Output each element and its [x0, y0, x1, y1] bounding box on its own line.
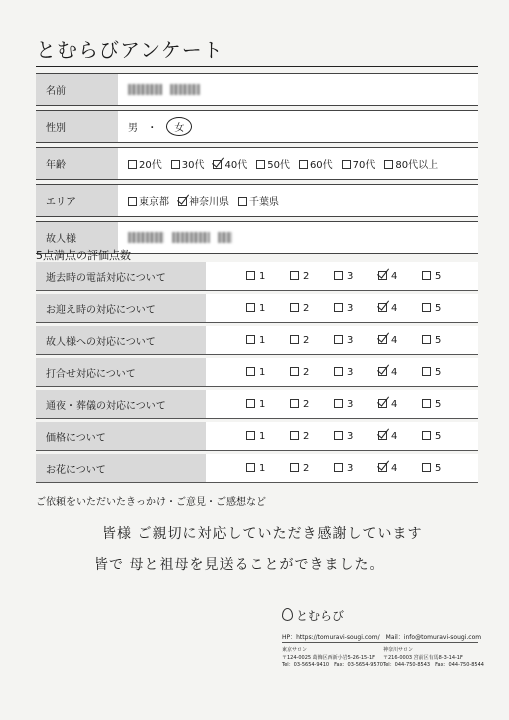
- rating-label: 逝去時の電話対応について: [36, 262, 206, 291]
- score-option[interactable]: [422, 303, 466, 314]
- score-option[interactable]: [334, 431, 378, 442]
- checkbox-icon[interactable]: [422, 367, 431, 376]
- checkbox-icon[interactable]: [299, 160, 308, 169]
- score-option[interactable]: [422, 335, 466, 346]
- score-label: 3: [347, 366, 354, 378]
- option-label: 60代: [309, 160, 333, 171]
- respondent-form: [36, 73, 478, 254]
- option-label: 80代以上: [395, 160, 439, 171]
- score-option[interactable]: [378, 463, 422, 474]
- score-label: 2: [303, 334, 310, 346]
- score-label: 5: [435, 302, 442, 314]
- checkbox-icon[interactable]: [290, 463, 299, 472]
- score-option[interactable]: [246, 367, 290, 378]
- checked-box-icon[interactable]: [178, 197, 187, 206]
- checked-box-icon[interactable]: [378, 463, 387, 472]
- checked-box-icon[interactable]: [378, 399, 387, 408]
- contact-info: HP：https://tomuravi-sougi.com/ Mail：info@tomuravi-sougi.com: [282, 634, 482, 641]
- score-label: 4: [391, 430, 398, 442]
- score-option[interactable]: [334, 271, 378, 282]
- score-option[interactable]: [290, 463, 334, 474]
- score-label: 3: [347, 398, 354, 410]
- score-label: 4: [391, 270, 398, 282]
- score-option[interactable]: [246, 463, 290, 474]
- score-option[interactable]: [422, 367, 466, 378]
- option-label: 50代: [267, 160, 290, 171]
- area-row: [36, 185, 478, 217]
- rating-label: お迎え時の対応について: [36, 294, 206, 323]
- branch-kanagawa: [383, 647, 484, 670]
- checkbox-icon[interactable]: [238, 197, 247, 206]
- rating-scale: [206, 422, 478, 451]
- checkbox-icon[interactable]: [246, 399, 255, 408]
- rating-label: お花について: [36, 454, 206, 483]
- checked-box-icon[interactable]: [378, 303, 387, 312]
- checked-box-icon[interactable]: [378, 335, 387, 344]
- checkbox-icon[interactable]: [334, 303, 343, 312]
- score-label: 1: [259, 334, 266, 346]
- score-option[interactable]: [334, 399, 378, 410]
- score-label: 5: [435, 270, 442, 282]
- score-label: 1: [259, 398, 266, 410]
- checkbox-icon[interactable]: [290, 399, 299, 408]
- rating-scale: [206, 358, 478, 387]
- score-label: 3: [347, 334, 354, 346]
- branch-kanagawa-name: 神奈川サロン: [383, 647, 414, 653]
- score-option[interactable]: [246, 399, 290, 410]
- name-value-redacted: [118, 74, 478, 106]
- branch-tokyo-address: 〒124-0025 葛飾区西新小岩5-26-15-1F: [282, 654, 376, 661]
- score-label: 5: [435, 334, 442, 346]
- brand-name: とむらび: [296, 609, 345, 623]
- score-option[interactable]: [290, 335, 334, 346]
- score-label: 1: [259, 462, 266, 474]
- score-option[interactable]: [290, 303, 334, 314]
- checked-box-icon[interactable]: [378, 367, 387, 376]
- gender-female-circled[interactable]: 女: [166, 117, 192, 136]
- score-option[interactable]: [246, 303, 290, 314]
- option-label: 30代: [181, 160, 205, 171]
- checkbox-icon[interactable]: [422, 399, 431, 408]
- score-label: 5: [435, 366, 442, 378]
- title-divider: [36, 66, 478, 67]
- checkbox-icon[interactable]: [128, 160, 137, 169]
- area-label: エリア: [36, 185, 118, 217]
- rating-row: [36, 422, 478, 451]
- checkbox-icon[interactable]: [171, 160, 180, 169]
- option-label: 東京都: [139, 197, 169, 208]
- checkbox-icon[interactable]: [334, 399, 343, 408]
- score-label: 4: [391, 366, 398, 378]
- checkbox-icon[interactable]: [422, 271, 431, 280]
- score-option[interactable]: [246, 431, 290, 442]
- leaf-icon: [282, 608, 293, 621]
- option-label: 70代: [352, 160, 376, 171]
- score-option[interactable]: [422, 399, 466, 410]
- age-option[interactable]: [213, 156, 247, 171]
- rating-label: 価格について: [36, 422, 206, 451]
- checkbox-icon[interactable]: [246, 335, 255, 344]
- score-label: 4: [391, 302, 398, 314]
- score-label: 4: [391, 398, 398, 410]
- score-label: 2: [303, 270, 310, 282]
- branch-tokyo-phone: Tel：03-5654-9410 Fax：03-5654-9570: [282, 662, 383, 668]
- checkbox-icon[interactable]: [334, 271, 343, 280]
- score-label: 4: [391, 334, 398, 346]
- age-label: 年齢: [36, 148, 118, 180]
- checkbox-icon[interactable]: [246, 431, 255, 440]
- checkbox-icon[interactable]: [422, 431, 431, 440]
- checkbox-icon[interactable]: [422, 303, 431, 312]
- option-label: 神奈川県: [189, 197, 229, 208]
- score-label: 2: [303, 302, 310, 314]
- score-label: 5: [435, 430, 442, 442]
- score-label: 3: [347, 270, 354, 282]
- score-option[interactable]: [334, 463, 378, 474]
- rating-label: 通夜・葬儀の対応について: [36, 390, 206, 419]
- checked-box-icon[interactable]: [213, 160, 222, 169]
- rating-scale: [206, 262, 478, 291]
- rating-row: [36, 326, 478, 355]
- age-option[interactable]: [299, 156, 333, 171]
- rating-row: [36, 454, 478, 483]
- score-label: 5: [435, 398, 442, 410]
- score-option[interactable]: [290, 399, 334, 410]
- redaction-mark: [218, 232, 232, 243]
- footer-divider: [282, 642, 478, 643]
- name-label: 名前: [36, 74, 118, 106]
- rating-label: 故人様への対応について: [36, 326, 206, 355]
- score-option[interactable]: [378, 367, 422, 378]
- score-option[interactable]: [290, 431, 334, 442]
- rating-row: [36, 358, 478, 387]
- age-option[interactable]: [256, 156, 290, 171]
- checkbox-icon[interactable]: [422, 335, 431, 344]
- rating-scale: [206, 294, 478, 323]
- score-option[interactable]: [378, 399, 422, 410]
- checkbox-icon[interactable]: [422, 463, 431, 472]
- area-option[interactable]: [128, 193, 169, 208]
- score-option[interactable]: [334, 367, 378, 378]
- checkbox-icon[interactable]: [290, 367, 299, 376]
- score-label: 4: [391, 462, 398, 474]
- score-label: 2: [303, 366, 310, 378]
- gender-row: [36, 111, 478, 143]
- checkbox-icon[interactable]: [290, 271, 299, 280]
- branch-kanagawa-phone: Tel：044-750-8543 Fax：044-750-8544: [383, 662, 484, 668]
- branch-tokyo-name: 東京サロン: [282, 647, 308, 653]
- branch-tokyo: [282, 647, 383, 670]
- ratings-title: 5点満点の評価点数: [36, 249, 131, 262]
- score-label: 2: [303, 430, 310, 442]
- score-label: 1: [259, 270, 266, 282]
- score-option[interactable]: [378, 271, 422, 282]
- option-label: 千葉県: [249, 197, 279, 208]
- gender-male[interactable]: 男: [128, 123, 138, 134]
- score-option[interactable]: [422, 463, 466, 474]
- score-option[interactable]: [334, 303, 378, 314]
- score-label: 3: [347, 462, 354, 474]
- score-option[interactable]: [378, 431, 422, 442]
- rating-row: [36, 262, 478, 291]
- area-option[interactable]: [178, 193, 229, 208]
- score-option[interactable]: [378, 303, 422, 314]
- age-row: [36, 148, 478, 180]
- rating-scale: [206, 390, 478, 419]
- redaction-mark: [172, 232, 210, 243]
- comment-line-1: 皆様 ご親切に対応していただき感謝しています: [102, 526, 423, 542]
- ratings-table: [36, 262, 478, 483]
- checked-box-icon[interactable]: [378, 271, 387, 280]
- score-label: 2: [303, 398, 310, 410]
- deceased-label: 故人様: [36, 222, 118, 254]
- age-option[interactable]: [384, 156, 438, 171]
- option-label: 40代: [224, 160, 248, 171]
- redaction-mark: [128, 84, 162, 95]
- checkbox-icon[interactable]: [334, 335, 343, 344]
- area-options: [118, 185, 478, 217]
- checkbox-icon[interactable]: [342, 160, 351, 169]
- gender-value: [118, 111, 478, 143]
- checkbox-icon[interactable]: [246, 271, 255, 280]
- rating-scale: [206, 326, 478, 355]
- redaction-mark: [170, 84, 200, 95]
- score-option[interactable]: [290, 271, 334, 282]
- age-option[interactable]: [128, 156, 162, 171]
- rating-label: 打合せ対応について: [36, 358, 206, 387]
- score-option[interactable]: [290, 367, 334, 378]
- age-option[interactable]: [342, 156, 376, 171]
- checkbox-icon[interactable]: [290, 335, 299, 344]
- score-option[interactable]: [422, 431, 466, 442]
- redaction-mark: [128, 232, 164, 243]
- rating-scale: [206, 454, 478, 483]
- page-title: とむらびアンケート: [36, 38, 224, 62]
- checkbox-icon[interactable]: [290, 303, 299, 312]
- checkbox-icon[interactable]: [384, 160, 393, 169]
- rating-row: [36, 390, 478, 419]
- footer-logo: [282, 607, 344, 624]
- checkbox-icon[interactable]: [256, 160, 265, 169]
- checkbox-icon[interactable]: [246, 303, 255, 312]
- gender-label: 性別: [36, 111, 118, 143]
- score-option[interactable]: [246, 335, 290, 346]
- area-option[interactable]: [238, 193, 279, 208]
- checkbox-icon[interactable]: [246, 463, 255, 472]
- score-label: 3: [347, 302, 354, 314]
- checkbox-icon[interactable]: [334, 431, 343, 440]
- score-label: 1: [259, 430, 266, 442]
- score-option[interactable]: [422, 271, 466, 282]
- score-option[interactable]: [334, 335, 378, 346]
- comment-line-2: 皆で 母と祖母を見送ることができました。: [94, 557, 385, 573]
- age-options: [118, 148, 478, 180]
- checkbox-icon[interactable]: [334, 463, 343, 472]
- gender-separator: ・: [147, 123, 158, 134]
- checkbox-icon[interactable]: [290, 431, 299, 440]
- rating-row: [36, 294, 478, 323]
- age-option[interactable]: [171, 156, 205, 171]
- score-option[interactable]: [246, 271, 290, 282]
- option-label: 20代: [139, 160, 162, 171]
- name-row: [36, 74, 478, 106]
- score-label: 5: [435, 462, 442, 474]
- checked-box-icon[interactable]: [378, 431, 387, 440]
- checkbox-icon[interactable]: [128, 197, 137, 206]
- checkbox-icon[interactable]: [334, 367, 343, 376]
- branch-kanagawa-address: 〒216-0003 宮前区有馬8-3-14-1F: [383, 654, 463, 661]
- comments-title: ご依頼をいただいたきっかけ・ご意見・ご感想など: [36, 497, 266, 508]
- score-option[interactable]: [378, 335, 422, 346]
- score-label: 1: [259, 366, 266, 378]
- score-label: 1: [259, 302, 266, 314]
- checkbox-icon[interactable]: [246, 367, 255, 376]
- score-label: 3: [347, 430, 354, 442]
- score-label: 2: [303, 462, 310, 474]
- deceased-value-redacted: [118, 222, 478, 254]
